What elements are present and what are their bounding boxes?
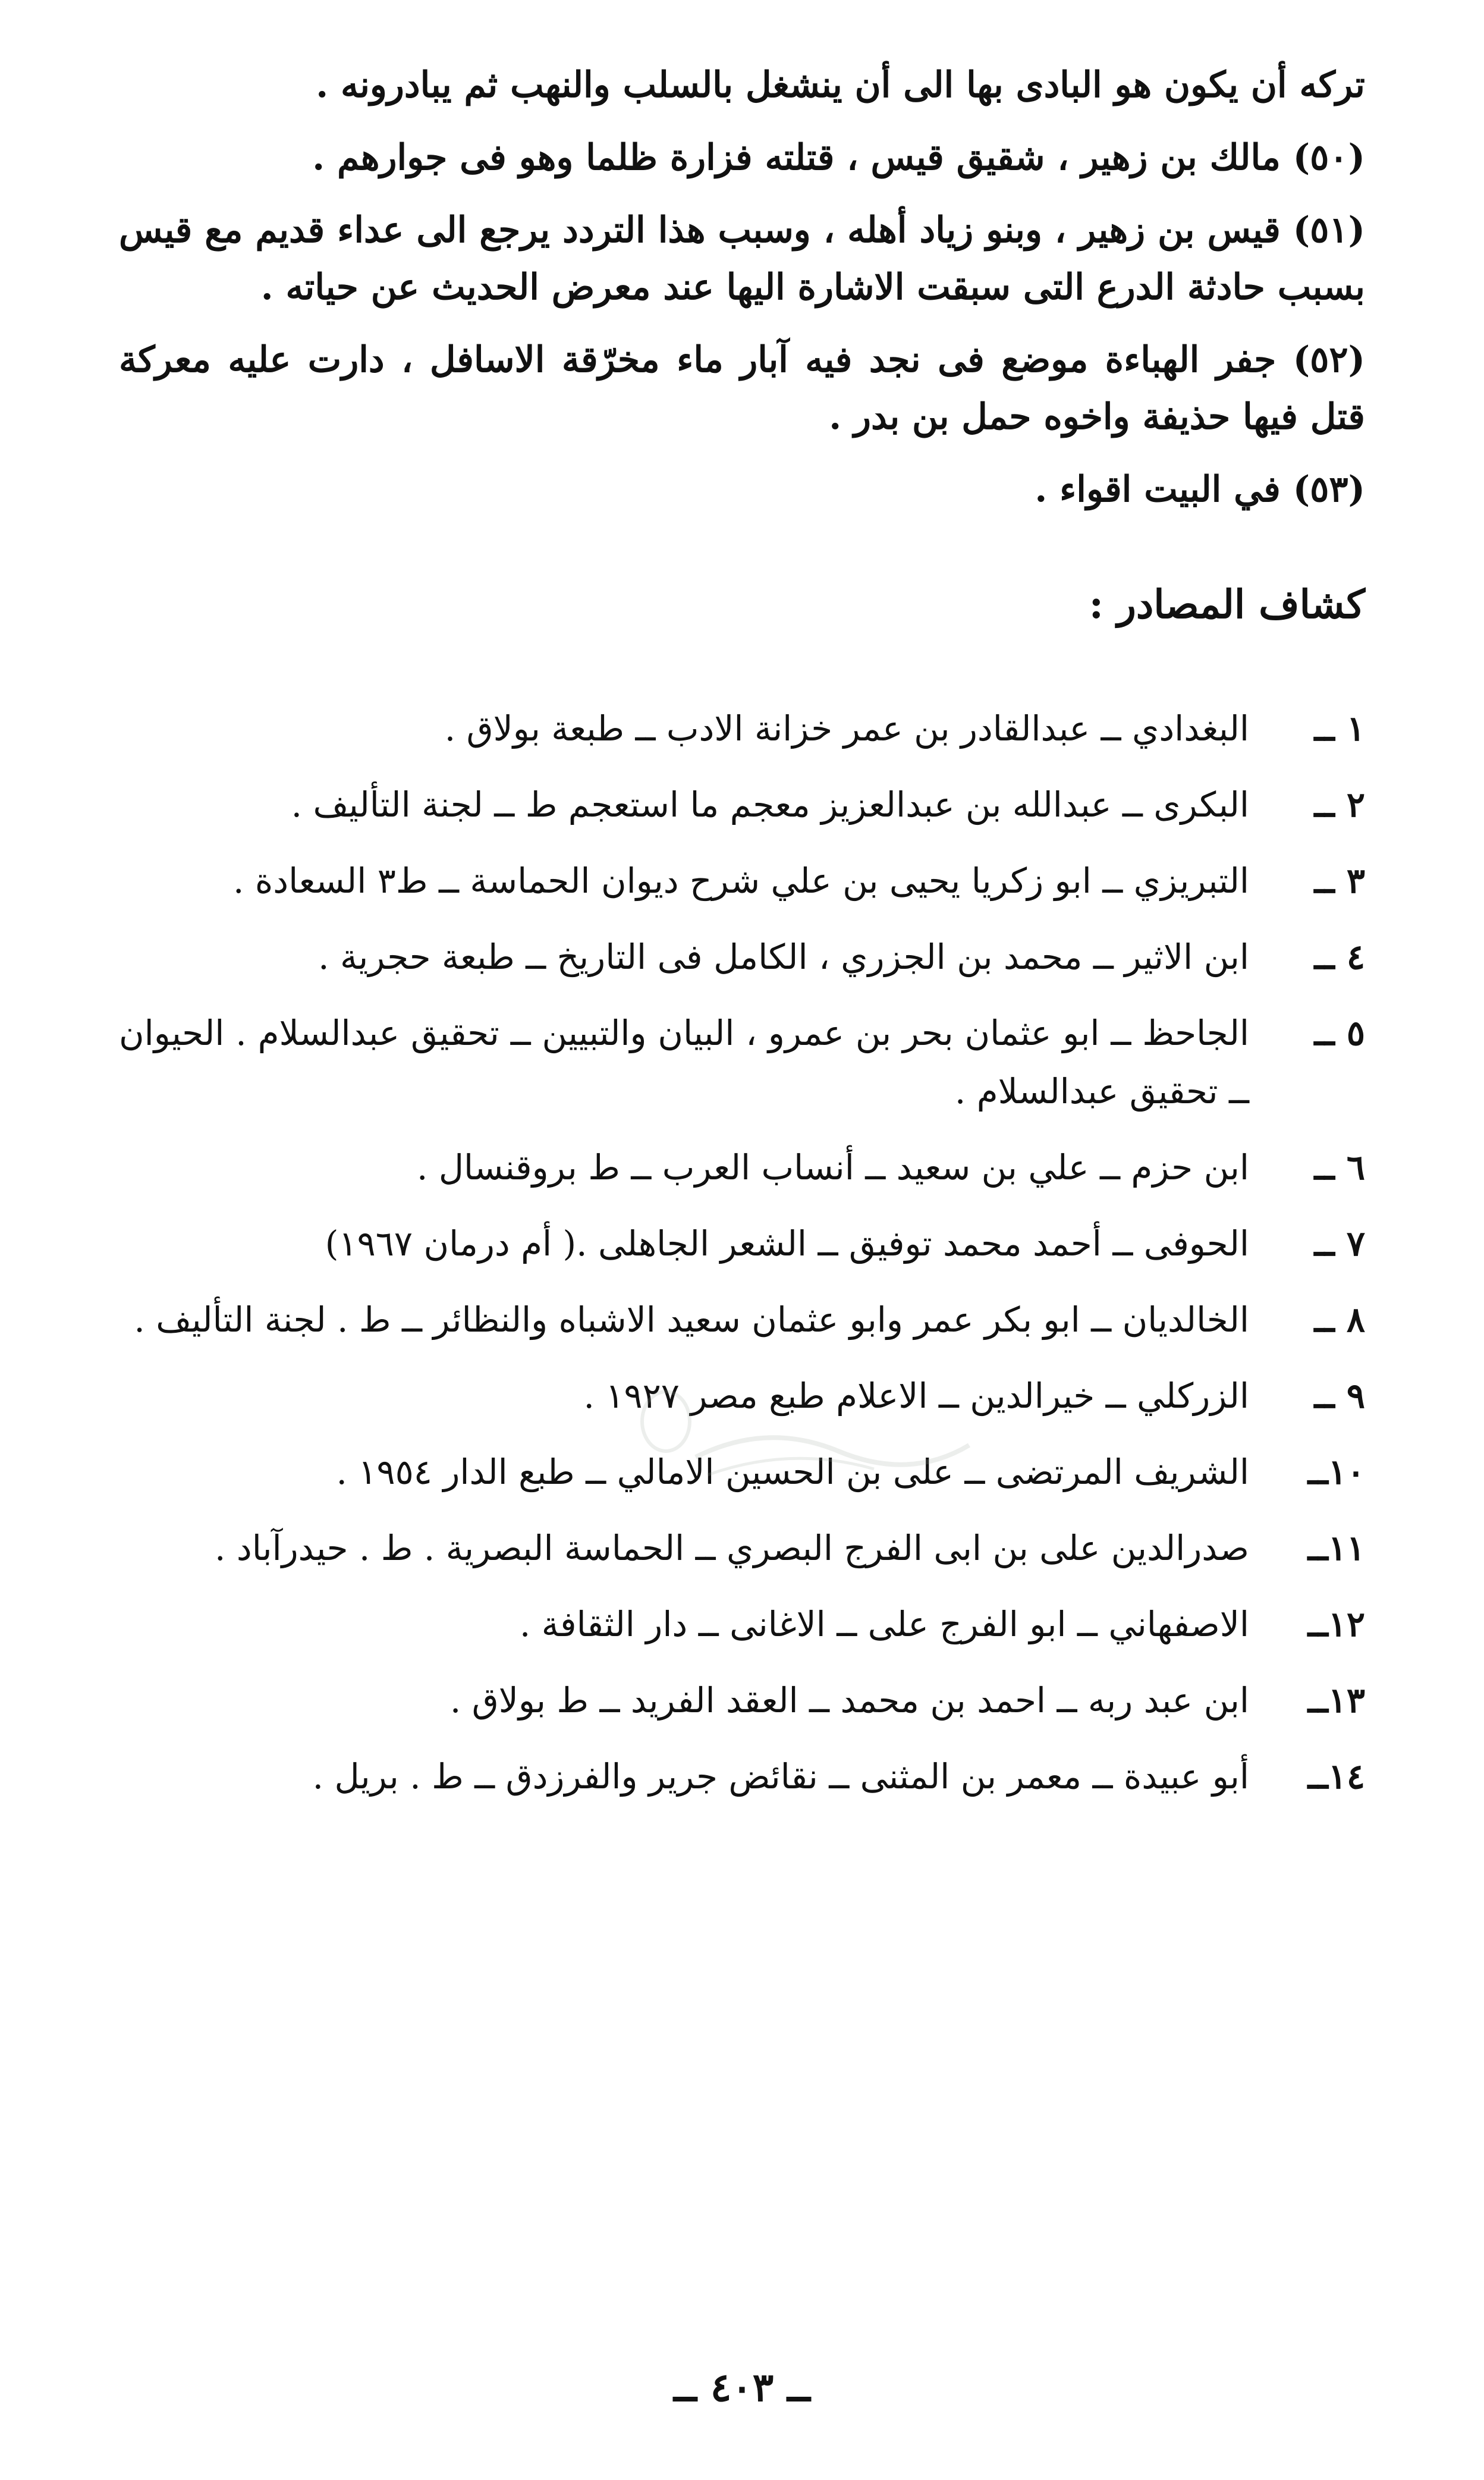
source-item [119, 776, 1365, 834]
source-number: ٧ ــ [1314, 1223, 1365, 1264]
source-number: ١٣ــ [1307, 1680, 1365, 1721]
source-item [119, 1747, 1365, 1806]
source-text: ابن الاثير ــ محمد بن الجزري ، الكامل فى التاريخ ــ طبعة حجرية . [318, 937, 1249, 977]
page-number: ــ ٤٠٣ ــ [674, 2364, 810, 2410]
source-number: ١٤ــ [1307, 1756, 1365, 1797]
source-number: ١٢ــ [1307, 1604, 1365, 1644]
note-50: (٥٠) مالك بن زهير ، شقيق قيس ، قتلته فزارة ظلما وهو فى جوارهم . [312, 137, 1365, 178]
source-number: ١٠ــ [1307, 1452, 1365, 1492]
watermark-logo [612, 1386, 981, 1487]
source-number: ٨ ــ [1314, 1299, 1365, 1340]
source-text: التبريزي ــ ابو زكريا يحيى بن علي شرح ديوان الحماسة ــ ط٣ السعادة . [233, 861, 1249, 901]
source-item [119, 1671, 1365, 1729]
source-item [119, 1214, 1365, 1273]
endnotes [119, 56, 1365, 518]
source-text: صدرالدين على بن ابى الفرج البصري ــ الحماسة البصرية . ط . حيدرآباد . [215, 1528, 1249, 1568]
source-item [119, 699, 1365, 758]
source-number: ٩ ــ [1314, 1376, 1365, 1416]
source-item [119, 928, 1365, 986]
source-number: ٤ ــ [1314, 937, 1365, 977]
source-text: الجاحظ ــ ابو عثمان بحر بن عمرو ، البيان والتبيين ــ تحقيق عبدالسلام . الحيوان ــ تحقيق عبدالسلام . [119, 1013, 1249, 1112]
source-item [119, 1004, 1365, 1120]
note-52: (٥٢) جفر الهباءة موضع فى نجد فيه آبار ماء مخرّقة الاسافل ، دارت عليه معركة قتل فيها حذيفة واخوه حمل بن بدر . [119, 339, 1365, 438]
note-continuation: تركه أن يكون هو البادى بها الى أن ينشغل بالسلب والنهب ثم يبادرونه . [316, 64, 1365, 106]
source-item [119, 1138, 1365, 1197]
source-item [119, 1519, 1365, 1577]
source-text: أبو عبيدة ــ معمر بن المثنى ــ نقائض جرير والفرزدق ــ ط . بريل . [312, 1756, 1249, 1797]
source-text: البكرى ــ عبدالله بن عبدالعزيز معجم ما استعجم ط ــ لجنة التأليف . [291, 784, 1249, 825]
source-text: الخالديان ــ ابو بكر عمر وابو عثمان سعيد الاشباه والنظائر ــ ط . لجنة التأليف . [134, 1299, 1249, 1340]
source-text: الحوفى ــ أحمد محمد توفيق ــ الشعر الجاهلى .( أم درمان ١٩٦٧) [325, 1223, 1249, 1264]
source-text: البغدادي ــ عبدالقادر بن عمر خزانة الادب ــ طبعة بولاق . [444, 708, 1249, 749]
sources-list [119, 699, 1365, 1806]
source-number: ٦ ــ [1314, 1147, 1365, 1188]
source-number: ٣ ــ [1314, 861, 1365, 901]
source-text: الاصفهاني ــ ابو الفرج على ــ الاغانى ــ دار الثقافة . [519, 1604, 1249, 1644]
source-item [119, 852, 1365, 910]
source-number: ٢ ــ [1314, 784, 1365, 825]
note-53: (٥٣) في البيت اقواء . [1035, 469, 1365, 510]
sources-heading: كشاف المصادر : [1089, 581, 1365, 627]
source-text: الشريف المرتضى ــ على بن الحسين الامالي ــ طبع الدار ١٩٥٤ . [336, 1452, 1249, 1492]
source-item [119, 1595, 1365, 1653]
source-text: الزركلي ــ خيرالدين ــ الاعلام طبع مصر ١٩٢٧ . [583, 1376, 1249, 1416]
source-number: ١١ــ [1307, 1528, 1365, 1568]
source-item [119, 1291, 1365, 1349]
source-text: ابن عبد ربه ــ احمد بن محمد ــ العقد الفريد ــ ط بولاق . [449, 1680, 1249, 1721]
source-text: ابن حزم ــ علي بن سعيد ــ أنساب العرب ــ ط بروقنسال . [417, 1147, 1249, 1188]
note-51: (٥١) قيس بن زهير ، وبنو زياد أهله ، وسبب هذا التردد يرجع الى عداء قديم مع قيس بسبب حادثة الدرع التى سبقت الاشارة اليها عند معرض الحديث عن حياته . [119, 209, 1365, 308]
source-number: ٥ ــ [1314, 1013, 1365, 1053]
source-number: ١ ــ [1314, 708, 1365, 749]
